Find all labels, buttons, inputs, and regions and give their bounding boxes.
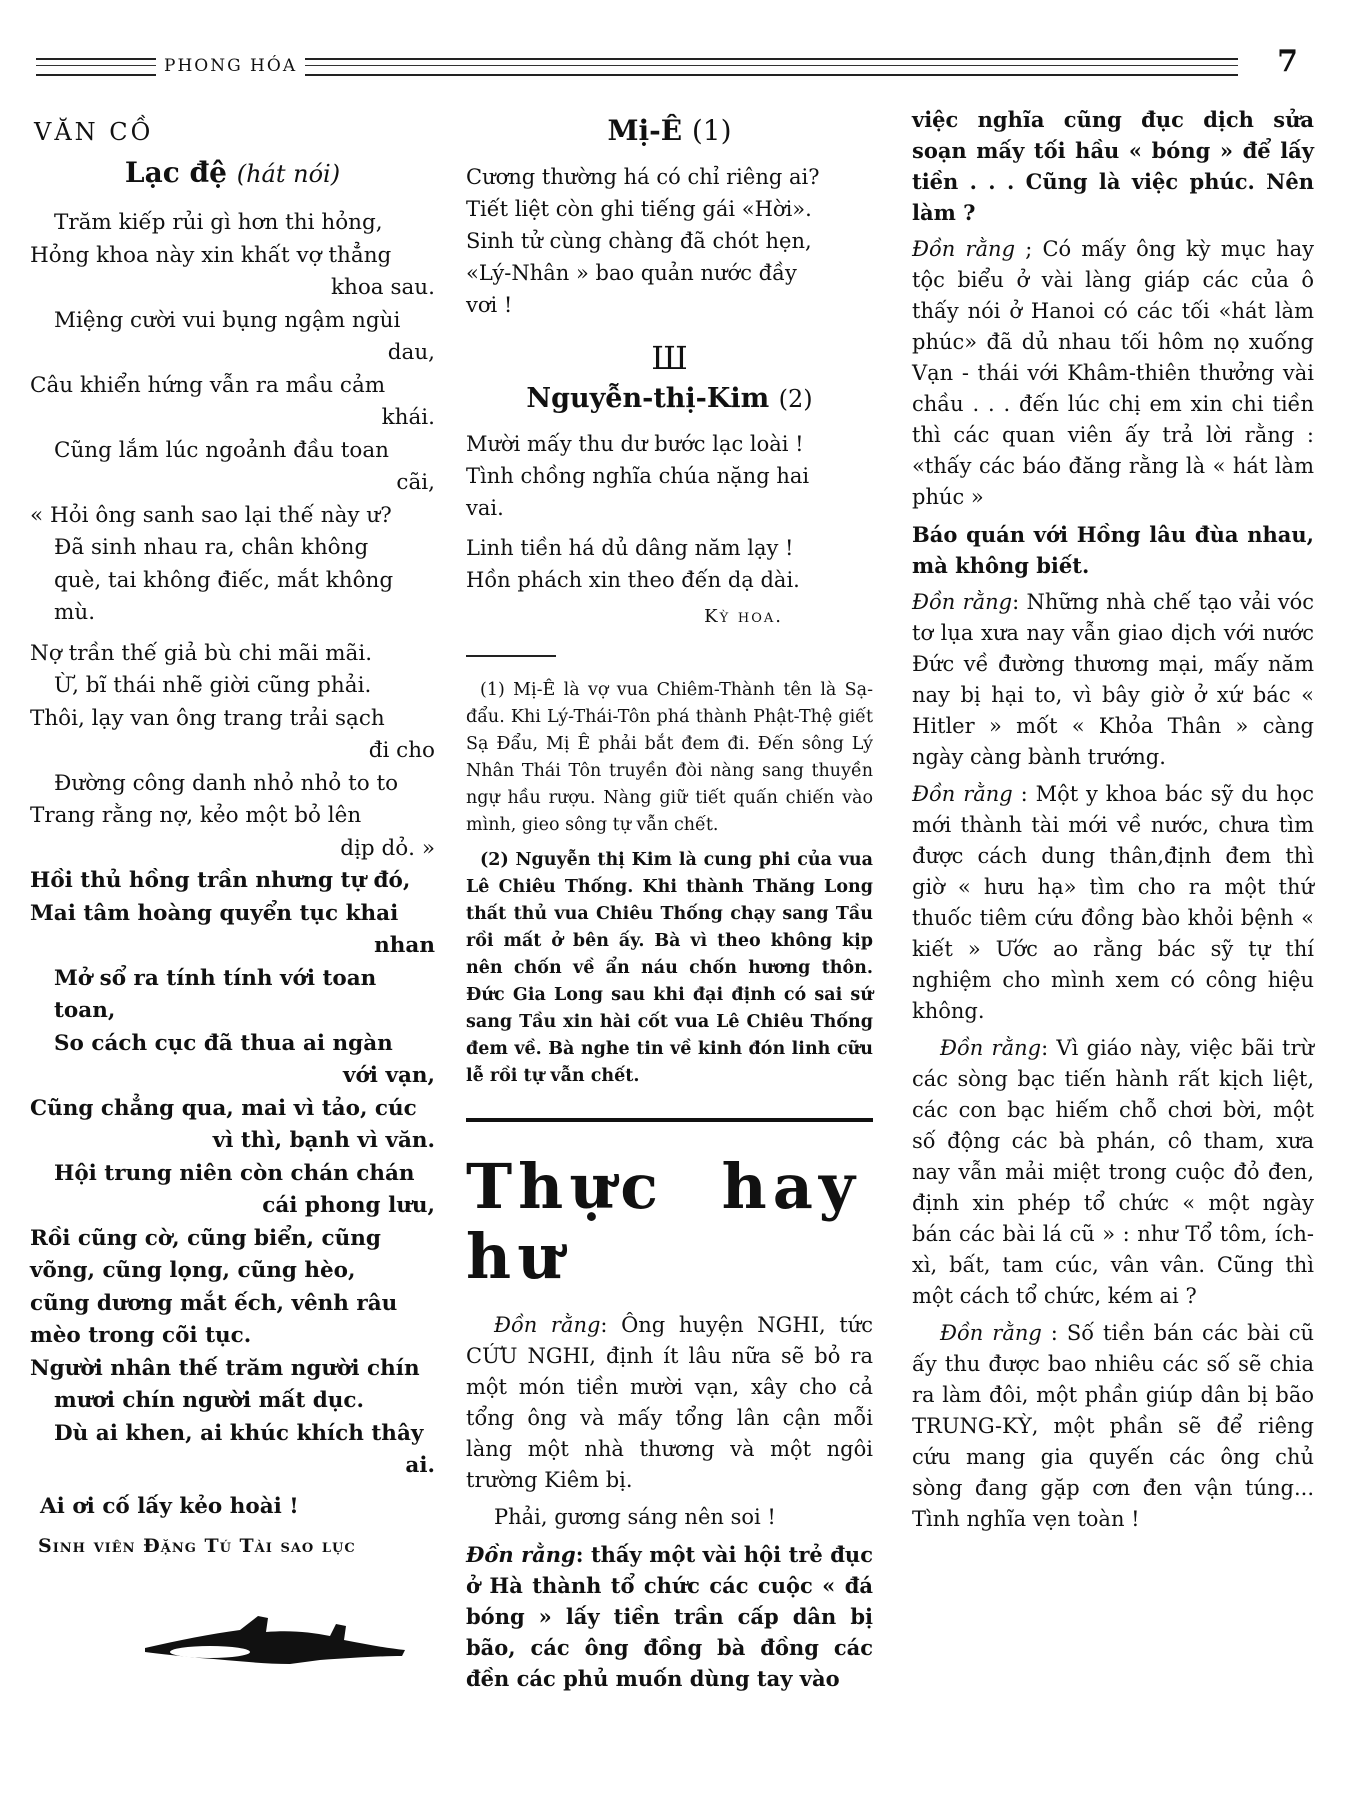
verse-line: vì thì, bạnh vì văn.: [212, 1128, 435, 1153]
paragraph: [912, 234, 1314, 513]
verse-line: Rồi cũng cờ, cũng biển, cũng: [30, 1225, 381, 1251]
poem2-signature: Kỳ hoa.: [704, 606, 783, 627]
paragraph-text: : Ông huyện NGHI, tức CỨU NGHI, định ít lâu nữa sẽ bỏ ra một món tiền mười vạn, xây cho cả tổng ông và mấy tổng lân cận mỗi làng một nhà thương và một ngôi trường Kiêm bị.: [466, 1313, 873, 1492]
verse-line: So cách cục đã thua ai ngàn: [54, 1030, 393, 1056]
paragraph: [912, 1318, 1314, 1535]
paragraph-text: Phải, gương sáng nên soi !: [494, 1505, 776, 1529]
brush-illustration: [140, 1610, 410, 1670]
footnote: (1) Mị-Ê là vợ vua Chiêm-Thành tên là Sạ-đẩu. Khi Lý-Thái-Tôn phá thành Phật-Thệ giết Sạ Đẩu, Mị Ê phải bắt đem đi. Đến sông Lý Nhân Thái Tôn truyền đòi nàng sang thuyền ngự hầu rượu. Nàng giữ tiết quấn chiến vào mình, gieo sông tự vẫn chết.: [466, 680, 873, 835]
rumor-label: Đồn rằng: [940, 1036, 1042, 1060]
verse-line: Đã sinh nhau ra, chân không: [54, 535, 369, 560]
paragraph: [912, 519, 1314, 581]
rumor-label: Đồn rằng: [912, 782, 1013, 806]
left-column: [30, 104, 435, 1557]
poem2-title: [466, 383, 873, 414]
poem2-note-ref: (2): [778, 385, 813, 413]
footnote-rule: [466, 655, 556, 657]
verse-line: Hỏng khoa này xin khất vợ thẳng: [30, 242, 392, 268]
footnotes: [466, 677, 873, 1090]
verse-line: « Hỏi ông sanh sao lại thế này ư?: [30, 502, 392, 528]
footnote: (2) Nguyễn thị Kim là cung phi của vua Lê Chiêu Thống. Khi thành Thăng Long thất thủ vua Chiêu Thống chạy sang Tầu rồi mất ở bên ấy. Bà vì theo không kịp nên chốn về ẩn náu chốn hương thôn. Đức Gia Long sau khi đại định có sai sứ sang Tầu xin hài cốt vua Lê Chiêu Thống đem về. Bà nghe tin về kinh đón linh cữu lễ rồi tự vẫn chết.: [466, 850, 873, 1086]
paragraph-text: Báo quán với Hồng lâu đùa nhau, mà không biết.: [912, 522, 1314, 578]
ornament-icon: Ш: [651, 339, 688, 377]
verse-line: Ừ, bĩ thái nhẽ giời cũng phải.: [54, 673, 372, 698]
verse-line: Cương thường há có chỉ riêng ai?: [466, 165, 820, 189]
verse-line: vai.: [466, 496, 504, 520]
masthead: [36, 44, 1298, 84]
verse-line: Cũng chẳng qua, mai vì tảo, cúc: [30, 1095, 417, 1121]
middle-column: [466, 104, 873, 1700]
paragraph: [912, 587, 1314, 773]
verse-line: đi cho: [368, 738, 435, 763]
article-body-continued: [912, 104, 1314, 1535]
paragraph-text: ; Có mấy ông kỳ mục hay tộc biểu ở vài làng giáp các của ô thấy nói ở Hanoi có các tối «hát làm phúc» đã dủ nhau tối hôm nọ xuống Vạn - thái với Khâm-thiên thưởng vài chầu . . . đến lúc chị em xin chi tiền thì các quan viên ấy trả lời rằng : «thấy các báo đăng rằng là « hát làm phúc »: [912, 237, 1314, 509]
verse-line: khoa sau.: [330, 275, 435, 300]
verse-line: Hội trung niên còn chán chán: [54, 1160, 415, 1186]
verse-line: cãi,: [396, 470, 435, 495]
poem1-note-ref: (1): [691, 114, 732, 147]
rumor-label: Đồn rằng: [940, 1321, 1042, 1345]
rumor-label: Đồn rằng: [494, 1313, 601, 1337]
paragraph: [466, 1310, 873, 1496]
verse-line: nhan: [374, 933, 435, 958]
paragraph-text: : Vì giáo này, việc bãi trừ các sòng bạc tiến hành rất kịch liệt, các con bạc hiếm chỗ chơi bời, một số động các bà phán, cô tham, xưa nay vẫn mải miệt trong cuộc đỏ đen, định xin phép tổ chức « một ngày bán các bài lá cũ » : như Tổ tôm, ích-xì, bất, tam cúc, vân vân. Cũng thì một cách tổ chức, kém ai ?: [912, 1036, 1315, 1308]
poem1-title-text: Mị-Ê: [607, 114, 683, 147]
poem2-verses: [466, 428, 873, 596]
verse-line: mù.: [54, 600, 96, 625]
verse-line: với vạn,: [342, 1063, 435, 1088]
verse-line: dau,: [387, 340, 435, 365]
verse-line: què, tai không điếc, mắt không: [54, 567, 394, 593]
verse-line: «Lý-Nhân » bao quản nước đầy: [466, 261, 797, 285]
poem-title: [30, 156, 435, 189]
verse-line: dịp dỏ. »: [340, 835, 435, 861]
verse-line: cái phong lưu,: [262, 1193, 435, 1218]
publication-name: PHONG HÓA: [156, 56, 305, 76]
verse-line: Hồn phách xin theo đến dạ dài.: [466, 568, 800, 592]
verse-line: Mai tâm hoàng quyển tục khai: [30, 900, 399, 926]
verse-line: khái.: [381, 405, 435, 430]
article-rule: [466, 1118, 873, 1122]
verse-line: Dù ai khen, ai khúc khích thây: [54, 1420, 424, 1446]
verse-line: Câu khiển hứng vẫn ra mầu cảm: [30, 372, 386, 398]
verse-line: Miệng cười vui bụng ngậm ngùi: [54, 307, 401, 333]
paragraph-text: việc nghĩa cũng đục dịch sửa soạn mấy tối hầu « bóng » để lấy tiền . . . Cũng là việc phúc. Nên làm ?: [912, 107, 1314, 225]
verse-line: ai.: [405, 1453, 435, 1478]
verse-line: mươi chín người mất dục.: [54, 1388, 365, 1413]
left-signature: Sinh viên Đặng Tú Tài sao lục: [38, 1535, 356, 1557]
paragraph-text: : Những nhà chế tạo vải vóc tơ lụa xưa nay vẫn giao dịch với nước Đức về đường thương mại, mấy năm nay bị hại to, vì bây giờ ở xứ bác « Hitler » mốt « Khỏa Thân » càng ngày càng bành trướng.: [912, 590, 1314, 769]
verse-line: Mười mấy thu dư bước lạc loài !: [466, 432, 804, 456]
poem1-verses: [466, 161, 873, 321]
verse-line: mèo trong cõi tục.: [30, 1323, 252, 1348]
verse-line: vơi !: [466, 293, 513, 317]
verse-line: Tình chồng nghĩa chúa nặng hai: [466, 464, 810, 488]
poem-subtitle: (hát nói): [236, 160, 341, 188]
verse-line: Thôi, lạy van ông trang trải sạch: [30, 705, 385, 731]
verse-line: Linh tiền há dủ dâng năm lạy !: [466, 536, 794, 560]
verse-line: Nợ trần thế giả bù chi mãi mãi.: [30, 640, 373, 666]
poem-verses: [30, 207, 435, 1523]
verse-line: võng, cũng lọng, cũng hèo,: [30, 1258, 356, 1283]
paragraph-text: : Số tiền bán các bài cũ ấy thu được bao nhiêu các số sẽ chia ra làm đôi, một phần giúp dân bị bão TRUNG-KỲ, một phần sẽ để riêng cứu mang gia quyến các ông chủ sòng đang gặp cơn đen vận túng... Tình nghĩa vẹn toàn !: [912, 1321, 1314, 1531]
verse-line: Đường công danh nhỏ nhỏ to to: [54, 770, 399, 796]
paragraph: [466, 1539, 873, 1694]
rumor-label: Đồn rằng: [912, 237, 1016, 261]
page-number: 7: [1277, 44, 1298, 79]
paragraph: [912, 779, 1314, 1027]
article-title: Thực hay hư: [466, 1150, 861, 1293]
poem1-title: [466, 114, 873, 147]
paragraph: [912, 104, 1314, 228]
paragraph: [912, 1033, 1314, 1312]
article-body: [466, 1310, 873, 1694]
verse-line: Tiết liệt còn ghi tiếng gái «Hời».: [466, 197, 812, 221]
verse-line: Trang rằng nợ, kẻo một bỏ lên: [30, 803, 362, 828]
paragraph-text: : thấy một vài hội trẻ đục ở Hà thành tổ chức các cuộc « đá bóng » lấy tiền trần cấp dân bị bão, các ông đồng bà đồng các đền các phủ muốn dùng tay vào: [466, 1542, 873, 1691]
poem-title-text: Lạc đệ: [124, 156, 227, 189]
verse-line: Sinh tử cùng chàng đã chót hẹn,: [466, 229, 812, 253]
verse-line: Cũng lắm lúc ngoảnh đầu toan: [54, 437, 390, 463]
rumor-label: Đồn rằng: [912, 590, 1013, 614]
verse-line: Ai ơi cố lấy kẻo hoài !: [40, 1493, 299, 1519]
paragraph: [466, 1502, 873, 1533]
paragraph-text: : Một y khoa bác sỹ du học mới thành tài mới về nước, chưa tìm được cách dung thân,định đem thì giờ « hưu hạ» tìm cho ra một thứ thuốc tiêm cứu đồng bào khỏi bệnh « kiết » Ước ao rằng bác sỹ tự thí nghiệm cho mình xem có công hiệu không.: [912, 782, 1314, 1023]
right-column: [912, 104, 1314, 1541]
rumor-label: Đồn rằng: [466, 1542, 576, 1567]
verse-line: Hồi thủ hồng trần nhưng tự đó,: [30, 868, 411, 893]
verse-line: Trăm kiếp rủi gì hơn thi hỏng,: [54, 210, 383, 235]
section-heading: VĂN CỒ: [34, 118, 154, 146]
verse-line: cũng dương mắt ếch, vênh râu: [30, 1290, 398, 1316]
poem2-title-text: Nguyễn-thị-Kim: [526, 383, 770, 414]
verse-line: Người nhân thế trăm người chín: [30, 1355, 420, 1381]
verse-line: Mở sổ ra tính tính với toan toan,: [54, 965, 377, 1023]
